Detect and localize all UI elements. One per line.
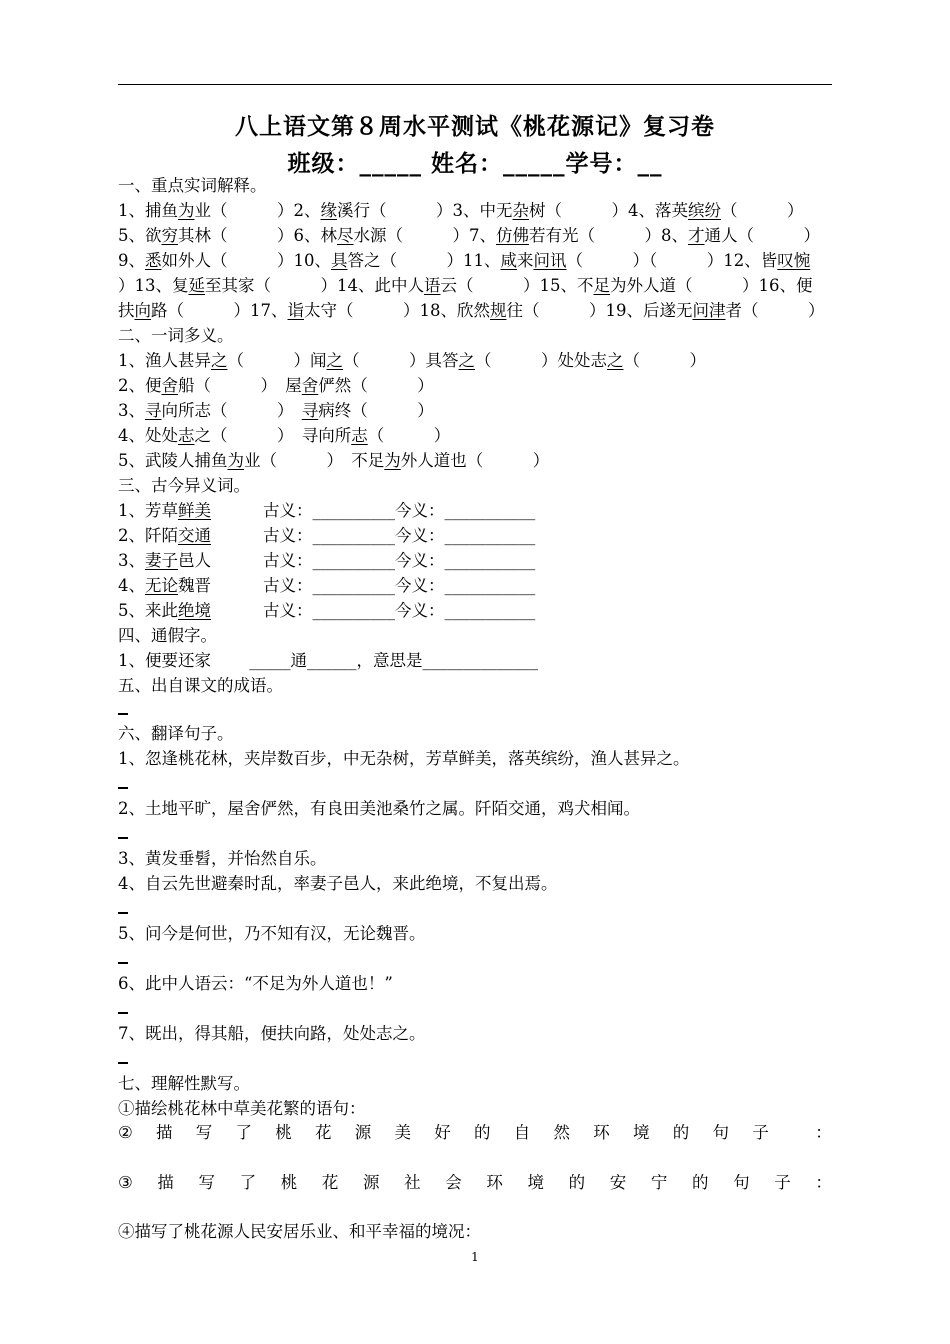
text-segment: 水源（ ）7、 [353, 226, 496, 245]
text-segment: 外人道也（ ） [400, 451, 550, 470]
term-row [118, 498, 832, 523]
text-segment: 业（ ）2、 [194, 201, 321, 220]
text-segment: 之（ ） 寻向所 [194, 426, 352, 445]
text-segment: 1、芳草 [118, 501, 178, 520]
page-number: 1 [471, 1250, 479, 1264]
text-segment: 来 [517, 251, 534, 270]
section-heading: 六、翻译句子。 [118, 724, 234, 743]
char: 句 [712, 1123, 730, 1142]
char: ： [815, 1123, 832, 1142]
char: 然 [553, 1123, 571, 1142]
question-line [118, 423, 832, 448]
text-segment: （ ） [623, 351, 706, 370]
sentence: 2、土地平旷，屋舍俨然，有良田美池桑竹之属。阡陌交通，鸡犬相闻。 [118, 799, 640, 818]
section-heading: 二、一词多义。 [118, 326, 234, 345]
question-line [118, 298, 832, 323]
key-word: 志 [178, 426, 195, 445]
key-word: 舍 [301, 376, 319, 395]
key-word: 问讯 [533, 251, 567, 270]
key-word: 向 [134, 301, 151, 320]
text-segment: 船（ ） 屋 [178, 376, 302, 395]
text-segment: 至其家（ ）14、此中人 [205, 276, 424, 295]
char: ③ [118, 1173, 133, 1192]
key-word: 之 [211, 351, 228, 370]
question-line [118, 223, 832, 248]
key-word: 之 [607, 351, 624, 370]
term-row [118, 598, 832, 623]
text-segment: 太守（ ）18、欣然 [304, 301, 490, 320]
key-word: 咸 [500, 251, 517, 270]
answer-blanks: 古义：__________今义：___________ [263, 526, 536, 545]
char: 句 [733, 1173, 750, 1192]
char: 桃 [275, 1123, 292, 1142]
key-word: 之 [326, 351, 343, 370]
key-word: 问津 [692, 301, 726, 320]
key-word: 语 [424, 276, 441, 295]
key-word: 缘 [320, 201, 337, 220]
question-line [118, 1170, 832, 1196]
question-line [118, 1120, 832, 1146]
key-word: 寻 [301, 401, 319, 420]
section-heading: 五、出自课文的成语。 [118, 676, 283, 695]
key-word: 规 [490, 301, 507, 320]
answer-blanks: 古义：__________今义：___________ [263, 551, 536, 570]
page-title: 八上语文第８周水平测试《桃花源记》复习卷 [235, 113, 715, 140]
answer-blanks: 古义：__________今义：___________ [263, 601, 536, 620]
text-segment: 路（ ）17、 [151, 301, 288, 320]
answer-mark [118, 962, 128, 964]
text-segment: （ ）（ ）12、皆 [566, 251, 778, 270]
key-word: 诣 [287, 301, 304, 320]
sentence: 3、黄发垂髫，并怡然自乐。 [118, 849, 327, 868]
key-word: 尽 [337, 226, 354, 245]
char: 了 [235, 1123, 253, 1142]
sentence: 7、既出，得其船，便扶向路，处处志之。 [118, 1024, 426, 1043]
text-segment: 4、处处 [118, 426, 178, 445]
key-word: 舍 [161, 376, 178, 395]
char: 花 [315, 1123, 332, 1142]
char: 花 [321, 1173, 339, 1192]
key-word: 交通 [178, 526, 211, 545]
char: 描 [156, 1123, 173, 1142]
char: 环 [593, 1123, 610, 1142]
question-line: 1、便要还家 _____通______，意思是______________ [118, 651, 538, 670]
key-word: 悉 [145, 251, 162, 270]
answer-mark [118, 1012, 128, 1014]
char: 好 [434, 1123, 451, 1142]
sentence: 6、此中人语云：“不足为外人道也！” [118, 974, 393, 993]
text-segment: 9、 [118, 251, 145, 270]
text-segment: 溪行（ ）3、中无 [337, 201, 513, 220]
section-heading: 四、通假字。 [118, 626, 217, 645]
text-segment: 为外人道（ ）16、便 [610, 276, 813, 295]
text-segment: 答之（ ）11、 [347, 251, 501, 270]
answer-mark [118, 787, 128, 789]
text-segment: 者（ ） [725, 301, 825, 320]
text-segment: 若有光（ ）8、 [529, 226, 688, 245]
char: 境 [527, 1173, 545, 1192]
text-segment: 病终（ ） [318, 401, 434, 420]
char: 会 [445, 1173, 462, 1192]
question-line [118, 248, 832, 273]
question-line [118, 348, 832, 373]
text-segment: 2、便 [118, 376, 162, 395]
char: 桃 [280, 1173, 298, 1192]
question-line: ④描写了桃花源人民安居乐业、和平幸福的境况： [118, 1222, 481, 1241]
text-segment: 俨然（ ） [318, 376, 434, 395]
text-segment: 往（ ）19、后遂无 [506, 301, 693, 320]
char: 写 [198, 1173, 216, 1192]
text-segment: 3、 [118, 401, 145, 420]
char: 的 [568, 1173, 586, 1192]
key-word: 寻 [145, 401, 162, 420]
answer-mark [118, 1062, 128, 1064]
text-segment: 向所志（ ） [161, 401, 302, 420]
char: ② [118, 1123, 133, 1142]
text-segment: 邑人 [178, 551, 211, 570]
char: 描 [157, 1173, 174, 1192]
text-segment: 树（ ）4、落英 [529, 201, 688, 220]
text-segment: 5、来此 [118, 601, 178, 620]
text-segment: 4、 [118, 576, 145, 595]
text-segment: （ ）具答 [343, 351, 459, 370]
term-row [118, 523, 832, 548]
char: 源 [363, 1173, 380, 1192]
char: 宁 [650, 1173, 668, 1192]
key-word: 绝境 [178, 601, 211, 620]
char: 写 [195, 1123, 213, 1142]
key-word: 为 [384, 451, 401, 470]
key-word: 鲜美 [178, 501, 211, 520]
key-word: 缤纷 [688, 201, 721, 220]
text-segment: 5、武陵人捕鱼 [118, 451, 228, 470]
answer-mark [118, 837, 128, 839]
text-segment: 其林（ ）6、林 [178, 226, 337, 245]
answer-blanks: 古义：__________今义：___________ [263, 576, 536, 595]
text-segment: 通人（ ） [704, 226, 820, 245]
answer-mark [118, 912, 128, 914]
text-segment: 3、 [118, 551, 145, 570]
char: 自 [513, 1123, 531, 1142]
char: ： [815, 1173, 832, 1192]
char: 的 [474, 1123, 491, 1142]
question-line [118, 448, 832, 473]
text-segment: 魏晋 [178, 576, 211, 595]
char: 源 [354, 1123, 372, 1142]
key-word: 妻子 [145, 551, 178, 570]
student-info-line: 班级：_____ 姓名：_____学号：__ [287, 150, 663, 177]
char: 安 [609, 1173, 627, 1192]
key-word: 足 [593, 276, 610, 295]
question-line: ①描绘桃花林中草美花繁的语句： [118, 1099, 366, 1118]
question-line [118, 373, 832, 398]
question-line [118, 398, 832, 423]
key-word: 才 [688, 226, 705, 245]
key-word: 仿佛 [496, 226, 529, 245]
section-heading: 七、理解性默写。 [118, 1074, 250, 1093]
text-segment: ）13、复 [118, 276, 189, 295]
key-word: 叹惋 [777, 251, 811, 270]
key-word: 无论 [145, 576, 178, 595]
key-word: 杂 [512, 201, 529, 220]
key-word: 具 [331, 251, 348, 270]
char: 境 [633, 1123, 650, 1142]
key-word: 为 [178, 201, 195, 220]
char: 环 [486, 1173, 503, 1192]
char: 的 [672, 1123, 690, 1142]
char: 美 [394, 1123, 412, 1142]
key-word: 志 [351, 426, 368, 445]
char: 了 [239, 1173, 257, 1192]
text-segment: 如外人（ ）10、 [161, 251, 331, 270]
char: 子 [774, 1173, 791, 1192]
text-segment: （ ） [721, 201, 804, 220]
section-heading: 三、古今异义词。 [118, 476, 250, 495]
text-segment: （ ） [367, 426, 451, 445]
sentence: 4、自云先世避秦时乱，率妻子邑人，来此绝境，不复出焉。 [118, 874, 558, 893]
text-segment: 5、欲 [118, 226, 162, 245]
question-line [118, 198, 832, 223]
key-word: 为 [227, 451, 244, 470]
text-segment: 2、阡陌 [118, 526, 178, 545]
char: 社 [404, 1173, 421, 1192]
header-rule [118, 84, 832, 85]
term-row [118, 573, 832, 598]
text-segment: 1、捕鱼 [118, 201, 178, 220]
char: 子 [752, 1123, 769, 1142]
term-row [118, 548, 832, 573]
text-segment: 1、渔人甚异 [118, 351, 211, 370]
section-heading: 一、重点实词解释。 [118, 176, 267, 195]
text-segment: （ ）闻 [227, 351, 327, 370]
sentence: 5、问今是何世，乃不知有汉，无论魏晋。 [118, 924, 426, 943]
key-word: 延 [188, 276, 205, 295]
text-segment: （ ）处处志 [475, 351, 607, 370]
sentence: 1、忽逢桃花林，夹岸数百步，中无杂树，芳草鲜美，落英缤纷，渔人甚异之。 [118, 749, 690, 768]
text-segment: 业（ ） 不足 [244, 451, 385, 470]
text-segment: 扶 [118, 301, 135, 320]
question-line [118, 273, 832, 298]
char: 的 [692, 1173, 709, 1192]
key-word: 之 [458, 351, 475, 370]
text-segment: 云（ ）15、不 [440, 276, 594, 295]
key-word: 穷 [161, 226, 178, 245]
answer-mark [118, 713, 128, 715]
answer-blanks: 古义：__________今义：___________ [263, 501, 536, 520]
